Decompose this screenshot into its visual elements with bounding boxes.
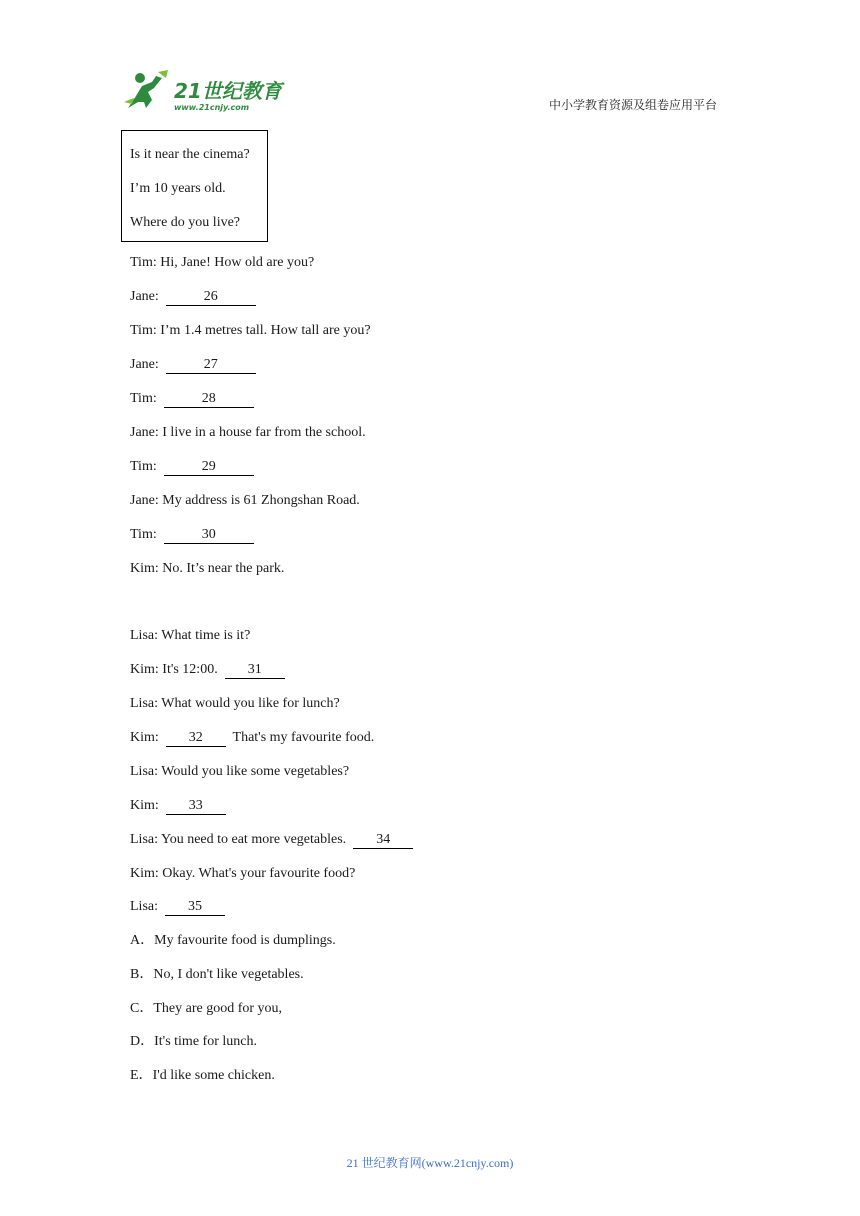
option-box-item: I’m 10 years old. (130, 181, 226, 196)
dialogue-line (130, 865, 355, 883)
dialogue-text: My address is 61 Zhongshan Road. (158, 493, 360, 508)
choice-text: I'd like some chicken. (152, 1068, 275, 1083)
dialogue-line (130, 322, 371, 340)
choice-letter: B． (130, 967, 154, 982)
option-box-item: Is it near the cinema? (130, 147, 250, 162)
speaker: Lisa: (130, 696, 158, 711)
choice-letter: A． (130, 933, 155, 948)
choice-item (130, 1000, 282, 1018)
speaker: Kim: (130, 798, 159, 813)
dialogue-line (130, 797, 226, 815)
speaker: Tim: (130, 323, 157, 338)
choice-text: They are good for you, (153, 1001, 283, 1016)
logo-title: 21世纪教育 (174, 79, 282, 103)
answer-blank[interactable]: 26 (166, 289, 256, 306)
speaker: Lisa: (130, 764, 158, 779)
speaker: Jane: (130, 289, 159, 304)
answer-blank[interactable]: 28 (164, 391, 254, 408)
dialogue-text: You need to eat more vegetables. (158, 832, 350, 847)
dialogue-line (130, 560, 284, 578)
dialogue-line (130, 254, 314, 272)
site-logo (122, 68, 292, 116)
dialogue-text: Hi, Jane! How old are you? (156, 255, 315, 270)
answer-blank[interactable]: 35 (165, 899, 225, 916)
speaker: Jane: (130, 425, 159, 440)
speaker: Kim: (130, 730, 159, 745)
answer-blank[interactable]: 34 (353, 832, 413, 849)
dialogue-line (130, 729, 374, 747)
speaker: Lisa: (130, 832, 158, 847)
dialogue-line (130, 695, 340, 713)
dialogue-text: I’m 1.4 metres tall. How tall are you? (156, 323, 371, 338)
dialogue-text: It's 12:00. (158, 662, 222, 677)
platform-title: 中小学教育资源及组卷应用平台 (549, 98, 718, 112)
speaker: Jane: (130, 493, 159, 508)
choice-letter: C． (130, 1001, 154, 1016)
answer-blank[interactable]: 29 (164, 459, 254, 476)
answer-blank[interactable]: 30 (164, 527, 254, 544)
dialogue-line (130, 492, 360, 510)
dialogue-line (130, 898, 225, 916)
dialogue-line (130, 526, 254, 544)
dialogue-line (130, 831, 413, 849)
speaker: Tim: (130, 391, 157, 406)
dialogue-line (130, 458, 254, 476)
speaker: Lisa: (130, 628, 158, 643)
choice-text: It's time for lunch. (154, 1034, 257, 1049)
choice-item (130, 966, 304, 984)
dialogue-text: What time is it? (158, 628, 251, 643)
dialogue-line (130, 424, 366, 442)
speaker: Tim: (130, 255, 157, 270)
dialogue-text: I live in a house far from the school. (158, 425, 366, 440)
logo-url: www.21cnjy.com (174, 103, 250, 112)
page-footer[interactable]: 21 世纪教育网(www.21cnjy.com) (346, 1156, 514, 1170)
dialogue-line (130, 661, 285, 679)
choice-letter: E． (130, 1068, 153, 1083)
dialogue-line (130, 288, 256, 306)
speaker: Kim: (130, 561, 159, 576)
answer-blank[interactable]: 32 (166, 730, 226, 747)
choice-letter: D． (130, 1034, 155, 1049)
speaker: Jane: (130, 357, 159, 372)
speaker: Lisa: (130, 899, 158, 914)
speaker: Tim: (130, 527, 157, 542)
option-box-item: Where do you live? (130, 215, 241, 230)
answer-blank[interactable]: 31 (225, 662, 285, 679)
dialogue-text: Okay. What's your favourite food? (158, 866, 356, 881)
answer-blank[interactable]: 27 (166, 357, 256, 374)
choice-text: My favourite food is dumplings. (154, 933, 336, 948)
choice-text: No, I don't like vegetables. (153, 967, 304, 982)
dialogue-text: What would you like for lunch? (158, 696, 340, 711)
runner-icon (124, 70, 168, 108)
speaker: Kim: (130, 662, 159, 677)
dialogue-line (130, 356, 256, 374)
dialogue-line (130, 763, 349, 781)
dialogue-line (130, 390, 254, 408)
speaker: Tim: (130, 459, 157, 474)
dialogue-text: Would you like some vegetables? (158, 764, 350, 779)
option-box (121, 130, 268, 242)
choice-item (130, 1033, 257, 1051)
speaker: Kim: (130, 866, 159, 881)
choice-item (130, 932, 336, 950)
dialogue-line (130, 627, 250, 645)
answer-blank[interactable]: 33 (166, 798, 226, 815)
header-divider (122, 118, 738, 119)
dialogue-text: No. It’s near the park. (158, 561, 285, 576)
dialogue-text: That's my favourite food. (229, 730, 375, 745)
choice-item (130, 1067, 275, 1085)
